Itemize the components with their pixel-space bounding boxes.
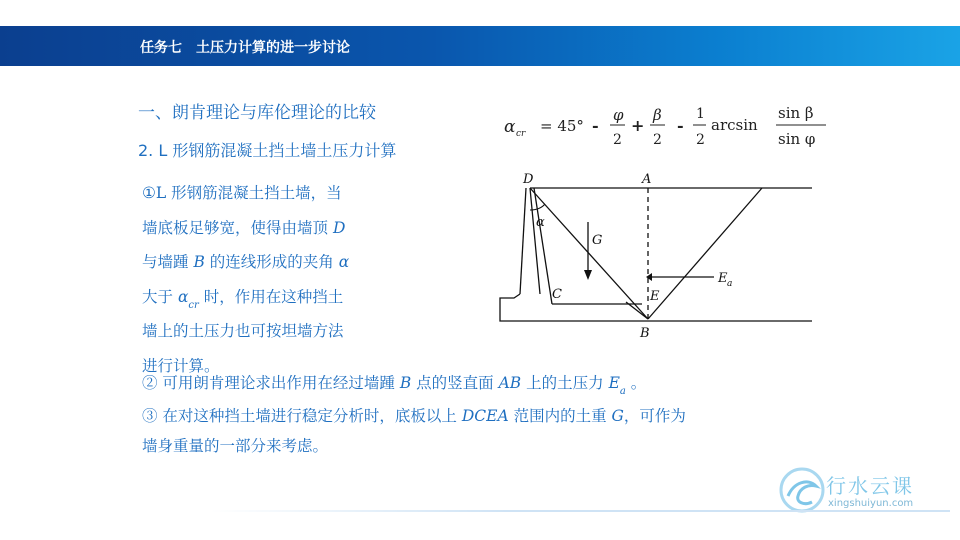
label-e: E (650, 289, 660, 304)
formula-minus-2: - (677, 116, 684, 135)
label-c: C (552, 287, 562, 302)
formula-eq: = 45° (540, 117, 584, 135)
label-a: A (642, 172, 652, 187)
section-heading: 一、朗肯理论与库伦理论的比较 (138, 103, 376, 123)
title-banner (0, 26, 960, 66)
p1-line-2: 墙底板足够宽，使得由墙顶 D (142, 218, 346, 237)
footer-divider (210, 510, 950, 512)
subsection-heading: 2. L 形钢筋混凝土挡土墙土压力计算 (138, 141, 397, 160)
paragraph-stability-line-1: ③ 在对这种挡土墙进行稳定分析时，底板以上 DCEA 范围内的土重 G，可作为 (142, 407, 686, 425)
formula-minus-1: - (592, 116, 599, 135)
page-title: 任务七 土压力计算的进一步讨论 (140, 40, 350, 56)
critical-angle-formula (500, 98, 840, 156)
p1-line-5: 墙上的土压力也可按坦墙方法 (142, 322, 344, 340)
label-d: D (523, 172, 534, 187)
brand-logo (778, 466, 948, 516)
formula-two-2: 2 (653, 132, 662, 148)
wave-logo-icon (778, 466, 826, 514)
formula-arcsin: arcsin (711, 116, 758, 134)
label-ea-sub: a (727, 279, 733, 289)
formula-sin-beta: sin β (778, 104, 814, 122)
paragraph-stability-line-2: 墙身重量的一部分来考虑。 (142, 437, 329, 455)
formula-two-3: 2 (696, 132, 705, 148)
formula-alpha: α (504, 117, 516, 137)
paragraph-l-wall (142, 176, 432, 383)
brand-name: 行水云课 (826, 474, 914, 498)
label-g: G (592, 233, 603, 248)
brand-url: xingshuiyun.com (828, 498, 914, 509)
formula-plus: + (631, 116, 645, 135)
paragraph-rankine: ② 可用朗肯理论求出作用在经过墙踵 B 点的竖直面 AB 上的土压力 $E_a$ 。 (142, 374, 647, 397)
label-alpha: α (536, 215, 545, 230)
line-db (530, 188, 648, 319)
p1-line-3: 与墙踵 B 的连线形成的夹角 α (142, 253, 350, 271)
p1-line-1: ①L 形钢筋混凝土挡土墙，当 (142, 184, 342, 202)
formula-one: 1 (696, 106, 705, 122)
formula-phi: φ (613, 106, 624, 124)
p1-line-4: 大于 $\alpha_{cr}$ 时，作用在这种挡土 (142, 287, 344, 311)
failure-line (648, 188, 762, 319)
label-b: B (640, 326, 650, 341)
p1-line-6: 进行计算。 (142, 356, 220, 375)
formula-beta: β (653, 106, 662, 124)
label-ea: E (718, 271, 728, 286)
l-wall-diagram (490, 166, 820, 346)
formula-alpha-sub: cr (516, 129, 526, 139)
formula-two-1: 2 (613, 132, 622, 148)
formula-sin-phi: sin φ (778, 130, 816, 148)
